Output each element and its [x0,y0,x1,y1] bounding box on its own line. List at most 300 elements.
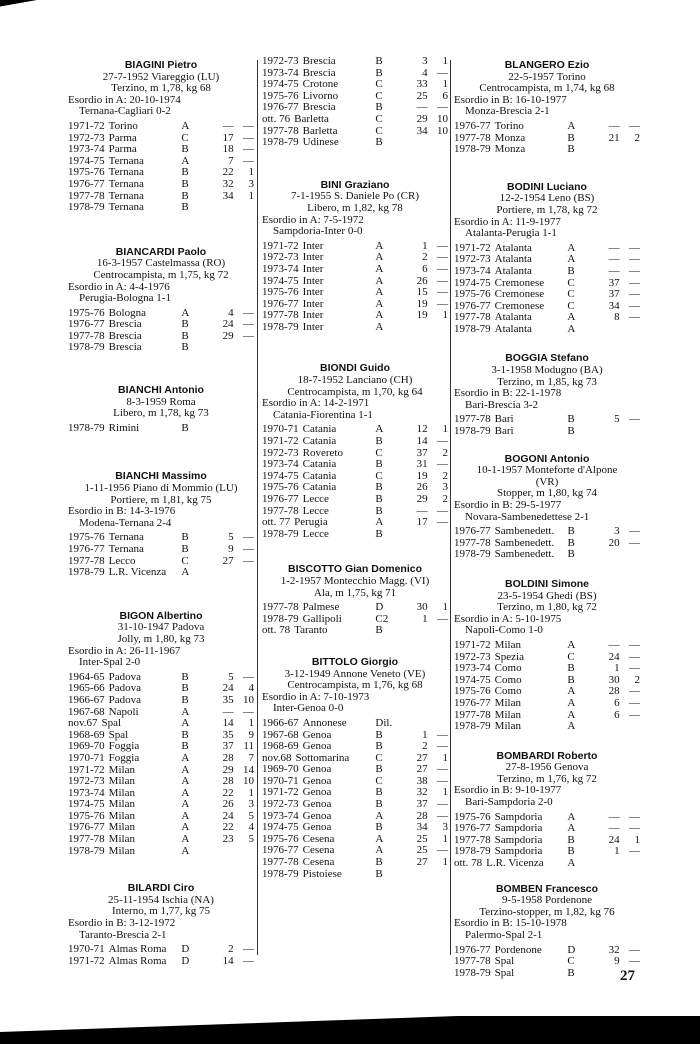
debut-date: Esordio in B: 15-10-1978 [454,917,567,930]
goals: 1 [442,309,448,322]
birth-info: 3-1-1958 Modugno (BA) [491,364,603,377]
appearances: 14 [222,717,234,730]
season: 1965-66 [68,682,105,695]
appearances [400,625,427,637]
page-bottom-shadow [0,1016,700,1044]
appearances: 38 [416,774,428,787]
club: Monza [494,131,526,144]
role-info: Stopper, m 1,80, kg 74 [496,487,598,500]
career-table [454,640,640,733]
division: B [567,264,575,277]
club: Milan [108,821,135,834]
goals [234,342,254,354]
goals: — [629,845,640,858]
role-info: Centrocampista, m 1,76, kg 68 [287,679,423,692]
season: 1973-74 [454,662,491,675]
goals: — [629,943,640,956]
division: B [375,458,383,471]
table-row [454,549,640,561]
division: B [567,425,575,438]
page-number: 27 [620,968,635,984]
goals: — [243,554,254,567]
division: B [375,435,383,448]
career-table [454,121,640,156]
season: 1976-77 [454,943,491,956]
goals: — [629,650,640,663]
career-table [262,241,448,334]
appearances [206,342,233,354]
birth-info: 16-3-1957 Castelmassa (RO) [96,257,226,270]
role-info: Terzino, m 1,85, kg 73 [497,375,597,388]
goals: 1 [442,423,448,436]
club: Milan [108,763,135,776]
appearances [400,322,427,334]
table-row [262,137,448,149]
division: A [567,708,576,721]
role-info: Libero, m 1,78, kg 73 [113,407,209,420]
appearances: 1 [422,239,428,252]
club: Sampdoria [494,810,543,823]
career-table [454,414,640,437]
club: Spal [494,955,515,968]
division: B [375,527,383,540]
season: 1971-72 [68,954,105,967]
player-name: BIGON Albertino [119,609,203,622]
club: Sambenedett. [494,525,555,538]
goals: — [629,955,640,968]
division: A [375,297,384,310]
goals: — [629,253,640,266]
goals: — [629,708,640,721]
goals [428,869,448,881]
appearances: 34 [416,124,428,137]
club: Milan [494,696,521,709]
goals: — [437,239,448,252]
appearances: 37 [416,798,428,811]
division: B [375,504,383,517]
club: Padova [108,670,142,683]
club: Cesena [302,856,335,869]
goals: — [629,638,640,651]
appearances: 34 [222,189,234,202]
club: Genoa [302,763,332,776]
division: B [375,786,383,799]
season: 1973-74 [454,264,491,277]
season: 1972-73 [454,253,491,266]
appearances [400,718,427,730]
goals: — [437,612,448,625]
club: Brescia [302,101,336,114]
appearances: — [608,638,620,651]
season: 1970-71 [68,751,105,764]
debut-date: Esordio in B: 22-1-1978 [454,387,562,400]
goals: — [243,306,254,319]
division: B [375,821,383,834]
division: C [567,299,575,312]
career-table [68,672,254,858]
debut-match: Ternana-Cagliari 0-2 [79,105,171,118]
goals: 10 [243,775,254,788]
player-name: BLANGERO Ezio [504,59,590,71]
division: A [181,119,190,132]
appearances: 37 [608,276,620,289]
season: 1974-75 [68,154,105,167]
appearances [592,144,619,156]
division: A [181,717,190,730]
division: C [567,650,575,663]
goals: — [243,943,254,956]
season: 1978-79 [454,143,491,156]
division: A [567,253,576,266]
season: 1968-69 [68,728,105,741]
role-info: Libero, m 1,82, kg 78 [307,201,403,214]
division: C [375,751,383,764]
goals: — [243,131,254,144]
division: B [375,136,383,149]
club: Ternana [108,543,144,555]
debut-match: Inter-Genoa 0-0 [273,702,344,715]
season: ott. 76 [262,112,291,125]
season: 1978-79 [68,421,105,434]
table-row [262,625,448,637]
career-table [262,56,448,149]
goals: 9 [248,728,254,741]
career-table [68,532,254,578]
club: Genoa [302,809,332,822]
player-entry [68,471,254,578]
club: Milan [494,638,521,651]
division: C [567,276,575,289]
division: Dil. [375,716,393,729]
table-row [262,869,448,881]
debut-match: Napoli-Como 1-0 [465,624,543,637]
career-table [454,812,640,870]
appearances: 37 [416,446,428,459]
division: B [375,493,383,505]
club: Barletta [294,112,329,125]
player-entry [262,363,448,540]
goals: 10 [243,693,254,706]
division: B [181,177,189,190]
column-left [68,56,254,967]
appearances: 19 [416,469,428,482]
goals: — [437,809,448,822]
debut-date: Esordio in B: 3-12-1972 [68,917,176,930]
division: A [181,306,190,319]
club: Cesena [302,832,335,845]
division: B [181,670,189,683]
appearances: 24 [608,650,620,663]
season: 1974-75 [68,798,105,811]
division: A [375,262,384,275]
season: 1978-79 [454,548,491,561]
appearances [206,423,233,435]
season: 1971-72 [454,638,491,651]
season: 1977-78 [454,708,491,721]
season: 1976-77 [68,543,105,555]
goals: — [243,329,254,342]
division: B [181,329,189,342]
table-row [454,721,640,733]
division: B [567,131,575,144]
goals: — [243,543,254,555]
season: 1977-78 [454,311,491,324]
season: 1972-73 [262,446,299,459]
season: 1976-77 [454,696,491,709]
club: Pordenone [494,943,542,956]
division: B [375,55,383,67]
club: Inter [302,297,324,310]
division: C [181,554,189,567]
season: 1978-79 [68,844,105,857]
division: A [567,322,576,335]
division: A [375,516,384,529]
season: 1976-77 [68,318,105,331]
division: B [375,867,383,880]
appearances [206,202,233,214]
club: Como [494,673,522,686]
appearances: 27 [416,856,428,869]
season: nov.68 [262,751,292,764]
club: Parma [108,143,137,156]
goals: — [629,276,640,289]
club: Atalanta [494,241,532,254]
division: A [567,720,576,733]
division: A [181,763,190,776]
season: 1974-75 [262,274,299,287]
division: A [375,286,384,299]
club: Genoa [302,786,332,799]
division: A [567,857,576,870]
season: 1968-69 [262,740,299,753]
season: 1972-73 [262,55,299,67]
division: D [181,954,190,967]
club: Como [494,662,522,675]
division: B [567,673,575,686]
appearances: 1 [614,845,620,858]
club: Sampdoria [494,822,543,835]
season: 1978-79 [68,566,105,579]
debut-match: Sampdoria-Inter 0-0 [273,225,363,238]
division: C [375,774,383,787]
goals: — [437,274,448,287]
goals: — [437,297,448,310]
division: B [181,341,189,354]
goals: 3 [442,821,448,834]
season: nov.67 [68,717,98,730]
appearances: 31 [416,458,428,471]
club: Sampdoria [494,845,543,858]
club: Sampdoria [494,833,543,846]
club: Inter [302,239,324,252]
column-right [454,56,640,979]
club: Atalanta [494,322,532,335]
player-entry [68,385,254,434]
club: Inter [302,309,324,322]
season: 1977-78 [68,329,105,342]
club: Perugia [294,516,328,529]
table-row [454,324,640,336]
player-name: BIANCHI Massimo [115,470,207,483]
goals: — [629,413,640,426]
goals: 1 [634,833,640,846]
player-entry [68,247,254,354]
club: Genoa [302,798,332,811]
season: 1976-77 [68,821,105,834]
club: Milan [108,844,135,857]
season: 1977-78 [262,504,299,517]
goals: — [437,516,448,529]
appearances: 32 [608,943,620,956]
season: 1978-79 [454,845,491,858]
division: A [181,775,190,788]
division: A [181,786,190,799]
division: A [181,844,190,857]
goals: 1 [442,55,448,67]
goals: — [437,286,448,299]
goals: 1 [442,78,448,91]
season: 1971-72 [262,786,299,799]
goals [428,529,448,541]
club: Brescia [302,55,336,67]
club: Como [494,685,522,698]
appearances: 22 [222,166,234,179]
club: L.R. Vicenza [486,857,544,870]
season: 1978-79 [262,527,299,540]
birth-info: 1-11-1956 Piano di Mommio (LU) [84,482,238,495]
appearances: — [608,241,620,254]
division: A [567,119,576,132]
season: 1972-73 [262,251,299,264]
goals: — [437,740,448,753]
division: B [567,662,575,675]
appearances: 25 [416,832,428,845]
appearances: 34 [608,299,620,312]
division: B [375,740,383,753]
season: 1977-78 [454,955,491,968]
debut-date: Esordio in B: 16-10-1977 [454,93,567,106]
division: B [375,481,383,494]
career-table [454,945,640,980]
division: C [567,288,575,301]
career-table [262,602,448,637]
goals: — [629,264,640,277]
table-row [262,529,448,541]
role-info: Ala, m 1,75, kg 71 [313,586,397,599]
division: B [567,548,575,561]
player-entry [68,883,254,967]
appearances: — [416,504,428,517]
club: Spal [108,728,129,741]
division: A [181,154,190,167]
club: Catania [302,435,337,448]
club: Lecce [302,493,329,505]
goals: — [629,685,640,698]
club: Pistoiese [302,867,342,880]
season: 1973-74 [68,143,105,156]
season: 1976-77 [454,822,491,835]
club: Cesena [302,844,335,857]
birth-info: 12-2-1954 Leno (BS) [499,192,595,205]
appearances: 7 [228,154,234,167]
goals: 3 [248,798,254,811]
table-row [68,342,254,354]
birth-info: 27-7-1952 Viareggio (LU) [102,70,220,83]
player-entry [454,884,640,980]
club: Catania [302,469,337,482]
season: 1972-73 [454,650,491,663]
club: Ternana [108,189,144,202]
club: Cremonese [494,299,545,312]
debut-date: Esordio in A: 14-2-1971 [262,397,370,410]
season: 1964-65 [68,670,105,683]
goals [234,423,254,435]
appearances: 17 [222,131,234,144]
appearances: 2 [228,943,234,956]
club: Almas Roma [108,943,167,956]
division: B [181,740,189,753]
season: ott. 78 [262,624,291,637]
appearances: 33 [416,78,428,91]
appearances: 25 [416,89,428,102]
debut-date: Esordio in A: 7-5-1972 [262,213,364,226]
column-divider [450,60,451,955]
season: 1978-79 [262,867,299,880]
division: C [375,446,383,459]
season: 1969-70 [262,763,299,776]
player-entry [454,353,640,437]
season: 1977-78 [68,833,105,846]
club: Inter [302,274,324,287]
appearances: 26 [416,481,428,494]
division: A [181,809,190,822]
club: Taranto [294,624,328,637]
club: Catania [302,423,337,436]
division: A [375,809,384,822]
division: B [375,763,383,776]
birth-info: 3-12-1949 Annone Veneto (VE) [284,667,426,680]
role-info: Portiere, m 1,78, kg 72 [496,203,598,216]
goals: — [437,66,448,79]
goals: — [437,251,448,264]
appearances: 34 [416,821,428,834]
goals [428,625,448,637]
division: B [181,189,189,202]
appearances: — [222,119,234,132]
division: B [375,856,383,869]
season: ott. 77 [262,516,291,529]
appearances: 22 [222,821,234,834]
table-row [454,426,640,438]
club: Atalanta [494,264,532,277]
season: 1970-71 [262,774,299,787]
goals: 5 [248,833,254,846]
appearances: 24 [222,809,234,822]
appearances: 37 [222,740,234,753]
appearances [592,721,619,733]
birth-info: 27-8-1956 Genova [505,761,589,774]
appearances: — [608,822,620,835]
goals: — [243,670,254,683]
season: 1974-75 [262,78,299,91]
player-entry [262,180,448,334]
season: 1975-76 [68,166,105,179]
division: B [567,525,575,538]
goals: — [629,119,640,132]
appearances: 19 [416,309,428,322]
debut-match: Novara-Sambenedettese 2-1 [465,510,590,523]
division: A [375,844,384,857]
